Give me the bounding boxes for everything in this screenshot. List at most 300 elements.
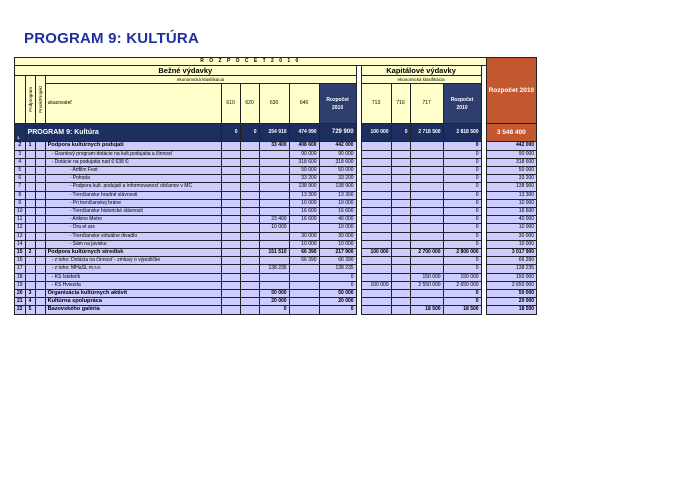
row-podprogram <box>25 232 35 240</box>
row-podprogram <box>25 191 35 199</box>
cell-640: 90 000 <box>289 150 319 158</box>
program-v610: 0 <box>221 124 240 142</box>
cell-713 <box>361 158 391 166</box>
col-rozpocet-kap: Rozpočet 2010 <box>443 84 481 124</box>
row-podprogram <box>25 240 35 248</box>
bezne-vydavky-header: Bežné výdavky <box>15 66 357 76</box>
row-prvok <box>35 175 45 183</box>
cell-rozpocet-kap: 2 650 000 <box>443 281 481 289</box>
row-prvok <box>35 281 45 289</box>
cell-610 <box>221 158 240 166</box>
cell-610 <box>221 273 240 281</box>
row-label: - Artkino Metro <box>45 216 221 224</box>
program-row-num: 1. <box>15 124 26 142</box>
cell-610 <box>221 183 240 191</box>
row-prvok <box>35 199 45 207</box>
cell-717 <box>410 224 443 232</box>
cell-rozpocet-bezne: 10 000 <box>319 224 356 232</box>
cell-716 <box>391 175 410 183</box>
row-podprogram: 3 <box>25 290 35 298</box>
row-label: - Trenčianske historické slávnosti <box>45 208 221 216</box>
cell-rozpocet-bezne: 90 000 <box>319 150 356 158</box>
cell-640 <box>289 306 319 314</box>
cell-713: 100 000 <box>361 281 391 289</box>
table-row <box>15 208 537 216</box>
row-podprogram <box>25 183 35 191</box>
row-label: - Grantový program-dotácie na kult.podujatia a činnosť <box>45 150 221 158</box>
col-713: 713 <box>361 84 391 124</box>
cell-620 <box>240 224 259 232</box>
cell-620 <box>240 257 259 265</box>
cell-total: 50 000 <box>486 290 537 298</box>
cell-rozpocet-kap: 0 <box>443 257 481 265</box>
cell-rozpocet-kap: 150 000 <box>443 273 481 281</box>
program-v717: 2 718 500 <box>410 124 443 142</box>
cell-rozpocet-kap: 0 <box>443 158 481 166</box>
row-prvok <box>35 290 45 298</box>
cell-rozpocet-bezne: 217 900 <box>319 249 356 257</box>
cell-630 <box>259 175 289 183</box>
cell-716 <box>391 249 410 257</box>
row-number: 18 <box>15 273 26 281</box>
cell-713 <box>361 216 391 224</box>
table-row <box>15 306 537 314</box>
cell-rozpocet-bezne: 30 000 <box>319 232 356 240</box>
cell-630: 0 <box>259 306 289 314</box>
row-label: - Trenčianske virtuálne divadlo <box>45 232 221 240</box>
row-podprogram: 2 <box>25 249 35 257</box>
row-number: 2 <box>15 142 26 150</box>
cell-610 <box>221 167 240 175</box>
cell-716 <box>391 183 410 191</box>
cell-640: 33 200 <box>289 175 319 183</box>
cell-630 <box>259 208 289 216</box>
cell-630 <box>259 240 289 248</box>
row-number: 13 <box>15 232 26 240</box>
table-row <box>15 257 537 265</box>
cell-716 <box>391 224 410 232</box>
cell-total: 150 000 <box>486 273 537 281</box>
ek-klas-kap: ekonomická klasifikácia <box>361 76 481 84</box>
program-sum-kap: 2 818 500 <box>443 124 481 142</box>
cell-total: 13 300 <box>486 191 537 199</box>
cell-713 <box>361 273 391 281</box>
cell-rozpocet-kap: 0 <box>443 240 481 248</box>
cell-640: 13 300 <box>289 191 319 199</box>
cell-rozpocet-kap: 0 <box>443 208 481 216</box>
cell-640 <box>289 273 319 281</box>
cell-716 <box>391 216 410 224</box>
row-number: 3 <box>15 150 26 158</box>
table-row <box>15 199 537 207</box>
cell-rozpocet-kap: 0 <box>443 265 481 273</box>
cell-total: 2 650 000 <box>486 281 537 289</box>
cell-640: 66 390 <box>289 257 319 265</box>
row-number: 11 <box>15 216 26 224</box>
table-row <box>15 273 537 281</box>
cell-713 <box>361 224 391 232</box>
table-row <box>15 240 537 248</box>
cell-total: 33 200 <box>486 175 537 183</box>
budget-sheet <box>14 57 537 315</box>
ek-klas-bezne: ekonomická klasifikácia <box>45 76 356 84</box>
program-v630: 254 910 <box>259 124 289 142</box>
cell-716 <box>391 306 410 314</box>
cell-rozpocet-bezne: 20 000 <box>319 298 356 306</box>
cell-620 <box>240 175 259 183</box>
table-row <box>15 158 537 166</box>
cell-717 <box>410 142 443 150</box>
cell-716 <box>391 158 410 166</box>
cell-total: 20 000 <box>486 298 537 306</box>
cell-717 <box>410 257 443 265</box>
cell-630: 20 000 <box>259 298 289 306</box>
cell-rozpocet-kap: 0 <box>443 232 481 240</box>
program-sum-bezne: 729 900 <box>319 124 356 142</box>
cell-630 <box>259 158 289 166</box>
cell-717 <box>410 290 443 298</box>
cell-640 <box>289 265 319 273</box>
cell-713 <box>361 290 391 298</box>
cell-640: 10 000 <box>289 240 319 248</box>
col-podprogram: Podprogram <box>27 87 33 113</box>
cell-640: 16 600 <box>289 216 319 224</box>
row-podprogram <box>25 175 35 183</box>
row-prvok <box>35 183 45 191</box>
row-number: 15 <box>15 249 26 257</box>
cell-total: 138 900 <box>486 183 537 191</box>
cell-717: 18 500 <box>410 306 443 314</box>
row-number: 4 <box>15 158 26 166</box>
cell-716 <box>391 208 410 216</box>
row-podprogram: 5 <box>25 306 35 314</box>
table-row <box>15 298 537 306</box>
row-number: 5 <box>15 167 26 175</box>
cell-713 <box>361 167 391 175</box>
cell-rozpocet-bezne: 138 900 <box>319 183 356 191</box>
cell-713 <box>361 208 391 216</box>
row-podprogram <box>25 199 35 207</box>
cell-rozpocet-bezne: 13 300 <box>319 191 356 199</box>
cell-716 <box>391 290 410 298</box>
table-row <box>15 150 537 158</box>
cell-640 <box>289 224 319 232</box>
cell-620 <box>240 249 259 257</box>
row-number: 6 <box>15 175 26 183</box>
cell-rozpocet-kap: 0 <box>443 216 481 224</box>
row-label: - Artfilm Fest <box>45 167 221 175</box>
cell-rozpocet-kap: 0 <box>443 224 481 232</box>
row-label: - KS Istebník <box>45 273 221 281</box>
cell-rozpocet-bezne: 0 <box>319 306 356 314</box>
cell-713 <box>361 142 391 150</box>
cell-630 <box>259 150 289 158</box>
cell-rozpocet-kap: 0 <box>443 199 481 207</box>
row-podprogram <box>25 158 35 166</box>
cell-640: 408 600 <box>289 142 319 150</box>
cell-total: 10 000 <box>486 199 537 207</box>
row-number: 20 <box>15 290 26 298</box>
cell-717 <box>410 150 443 158</box>
col-716: 716 <box>391 84 410 124</box>
program-v640: 474 990 <box>289 124 319 142</box>
row-prvok <box>35 257 45 265</box>
cell-717: 2 700 000 <box>410 249 443 257</box>
cell-total: 30 000 <box>486 232 537 240</box>
cell-total: 3 017 900 <box>486 249 537 257</box>
cell-rozpocet-bezne: 33 200 <box>319 175 356 183</box>
cell-716 <box>391 167 410 175</box>
cell-716 <box>391 199 410 207</box>
cell-630: 10 000 <box>259 224 289 232</box>
right-rozpocet-header: Rozpočet 2010 <box>486 58 537 124</box>
cell-717 <box>410 183 443 191</box>
cell-713 <box>361 232 391 240</box>
cell-630: 151 510 <box>259 249 289 257</box>
budget-table <box>14 57 537 315</box>
row-label: - z toho: MHaSL m.r.o. <box>45 265 221 273</box>
row-label: - Trenčianske hradné slávnosti <box>45 191 221 199</box>
row-number: 8 <box>15 191 26 199</box>
cell-717 <box>410 298 443 306</box>
table-row <box>15 265 537 273</box>
cell-610 <box>221 191 240 199</box>
table-row <box>15 224 537 232</box>
row-prvok <box>35 142 45 150</box>
row-prvok <box>35 216 45 224</box>
cell-620 <box>240 158 259 166</box>
cell-713 <box>361 306 391 314</box>
cell-610 <box>221 208 240 216</box>
cell-620 <box>240 216 259 224</box>
table-row <box>15 216 537 224</box>
cell-rozpocet-kap: 18 500 <box>443 306 481 314</box>
cell-640: 66 390 <box>289 249 319 257</box>
cell-716 <box>391 240 410 248</box>
cell-total: 18 500 <box>486 306 537 314</box>
program-v716: 0 <box>391 124 410 142</box>
cell-713: 100 000 <box>361 249 391 257</box>
cell-717 <box>410 265 443 273</box>
cell-620 <box>240 142 259 150</box>
cell-620 <box>240 281 259 289</box>
cell-610 <box>221 150 240 158</box>
row-label: - Pohoda <box>45 175 221 183</box>
rozpocet-banner: R O Z P O Č E T 2 0 1 0 <box>15 58 487 66</box>
cell-640: 138 900 <box>289 183 319 191</box>
col-717: 717 <box>410 84 443 124</box>
row-label: - Podpora kult. podujatí a informovanosť občanov v MČ <box>45 183 221 191</box>
cell-717: 150 000 <box>410 273 443 281</box>
cell-total: 40 000 <box>486 216 537 224</box>
cell-630: 23 400 <box>259 216 289 224</box>
row-prvok <box>35 306 45 314</box>
row-podprogram <box>25 224 35 232</box>
cell-rozpocet-bezne: 50 000 <box>319 290 356 298</box>
row-podprogram <box>25 265 35 273</box>
cell-rozpocet-kap: 0 <box>443 142 481 150</box>
table-row <box>15 290 537 298</box>
cell-rozpocet-kap: 2 800 000 <box>443 249 481 257</box>
row-number: 22 <box>15 306 26 314</box>
cell-640: 30 000 <box>289 232 319 240</box>
cell-717 <box>410 175 443 183</box>
row-number: 7 <box>15 183 26 191</box>
col-630: 630 <box>259 84 289 124</box>
row-label: - KS Hviezda <box>45 281 221 289</box>
cell-713 <box>361 265 391 273</box>
cell-716 <box>391 232 410 240</box>
cell-total: 10 000 <box>486 224 537 232</box>
cell-620 <box>240 298 259 306</box>
cell-630 <box>259 191 289 199</box>
cell-630: 138 235 <box>259 265 289 273</box>
row-podprogram <box>25 216 35 224</box>
cell-640: 318 600 <box>289 158 319 166</box>
row-prvok <box>35 224 45 232</box>
cell-640 <box>289 298 319 306</box>
row-podprogram <box>25 273 35 281</box>
cell-713 <box>361 150 391 158</box>
cell-rozpocet-bezne: 138 235 <box>319 265 356 273</box>
cell-716 <box>391 257 410 265</box>
cell-630 <box>259 167 289 175</box>
cell-716 <box>391 142 410 150</box>
cell-713 <box>361 240 391 248</box>
row-prvok <box>35 232 45 240</box>
row-prvok <box>35 240 45 248</box>
cell-610 <box>221 290 240 298</box>
cell-610 <box>221 240 240 248</box>
cell-620 <box>240 306 259 314</box>
row-label: Podpora kultúrnych podujatí <box>45 142 221 150</box>
cell-610 <box>221 281 240 289</box>
col-rozpocet-bezne: Rozpočet 2010 <box>319 84 356 124</box>
cell-716 <box>391 265 410 273</box>
row-prvok <box>35 167 45 175</box>
table-row <box>15 183 537 191</box>
cell-630 <box>259 281 289 289</box>
table-row <box>15 142 537 150</box>
cell-total: 16 600 <box>486 208 537 216</box>
cell-620 <box>240 150 259 158</box>
row-label: - Pri trenčianskej bráne <box>45 199 221 207</box>
cell-713 <box>361 257 391 265</box>
program-v713: 100 000 <box>361 124 391 142</box>
cell-610 <box>221 175 240 183</box>
cell-713 <box>361 183 391 191</box>
cell-713 <box>361 175 391 183</box>
cell-total: 10 000 <box>486 240 537 248</box>
cell-717: 2 550 000 <box>410 281 443 289</box>
cell-640 <box>289 290 319 298</box>
cell-716 <box>391 281 410 289</box>
table-row <box>15 191 537 199</box>
row-label: Organizácia kultúrnych aktivít <box>45 290 221 298</box>
cell-717 <box>410 191 443 199</box>
cell-610 <box>221 298 240 306</box>
row-label: - z toho: Dotácia na činnosť - zmluvy o výpožičke <box>45 257 221 265</box>
cell-rozpocet-bezne: 10 000 <box>319 199 356 207</box>
table-row <box>15 175 537 183</box>
col-620: 620 <box>240 84 259 124</box>
col-610: 610 <box>221 84 240 124</box>
row-prvok <box>35 191 45 199</box>
cell-620 <box>240 208 259 216</box>
cell-717 <box>410 240 443 248</box>
cell-rozpocet-kap: 0 <box>443 191 481 199</box>
cell-rozpocet-kap: 0 <box>443 175 481 183</box>
cell-630 <box>259 273 289 281</box>
row-label: - Ora et ars <box>45 224 221 232</box>
cell-rozpocet-bezne: 50 000 <box>319 167 356 175</box>
cell-rozpocet-bezne: 40 000 <box>319 216 356 224</box>
cell-640: 16 600 <box>289 208 319 216</box>
row-prvok <box>35 158 45 166</box>
cell-640 <box>289 281 319 289</box>
cell-620 <box>240 191 259 199</box>
cell-717 <box>410 158 443 166</box>
row-number: 16 <box>15 257 26 265</box>
cell-717 <box>410 167 443 175</box>
cell-630 <box>259 232 289 240</box>
cell-610 <box>221 142 240 150</box>
table-row <box>15 281 537 289</box>
col-ukazovatel: ukazovateľ <box>45 84 221 124</box>
cell-610 <box>221 257 240 265</box>
table-row <box>15 249 537 257</box>
row-prvok <box>35 273 45 281</box>
cell-713 <box>361 298 391 306</box>
cell-total: 66 390 <box>486 257 537 265</box>
cell-620 <box>240 265 259 273</box>
row-podprogram: 4 <box>25 298 35 306</box>
cell-610 <box>221 216 240 224</box>
cell-630 <box>259 257 289 265</box>
row-number: 12 <box>15 224 26 232</box>
cell-630: 50 000 <box>259 290 289 298</box>
cell-610 <box>221 224 240 232</box>
row-prvok <box>35 150 45 158</box>
row-number: 19 <box>15 281 26 289</box>
program-v620: 0 <box>240 124 259 142</box>
cell-620 <box>240 167 259 175</box>
cell-total: 138 235 <box>486 265 537 273</box>
cell-640: 50 000 <box>289 167 319 175</box>
row-podprogram: 1 <box>25 142 35 150</box>
cell-rozpocet-bezne: 442 000 <box>319 142 356 150</box>
row-podprogram <box>25 281 35 289</box>
cell-716 <box>391 298 410 306</box>
cell-rozpocet-bezne: 0 <box>319 273 356 281</box>
cell-610 <box>221 232 240 240</box>
cell-rozpocet-kap: 0 <box>443 167 481 175</box>
cell-620 <box>240 290 259 298</box>
cell-620 <box>240 240 259 248</box>
cell-rozpocet-bezne: 16 600 <box>319 208 356 216</box>
kapitalove-vydavky-header: Kapitálové výdavky <box>361 66 481 76</box>
cell-rozpocet-bezne: 0 <box>319 281 356 289</box>
cell-630 <box>259 183 289 191</box>
row-number: 17 <box>15 265 26 273</box>
cell-620 <box>240 273 259 281</box>
row-prvok <box>35 298 45 306</box>
cell-610 <box>221 306 240 314</box>
row-label: Podpora kultúrnych stredísk <box>45 249 221 257</box>
cell-rozpocet-kap: 0 <box>443 183 481 191</box>
table-row <box>15 232 537 240</box>
cell-716 <box>391 150 410 158</box>
